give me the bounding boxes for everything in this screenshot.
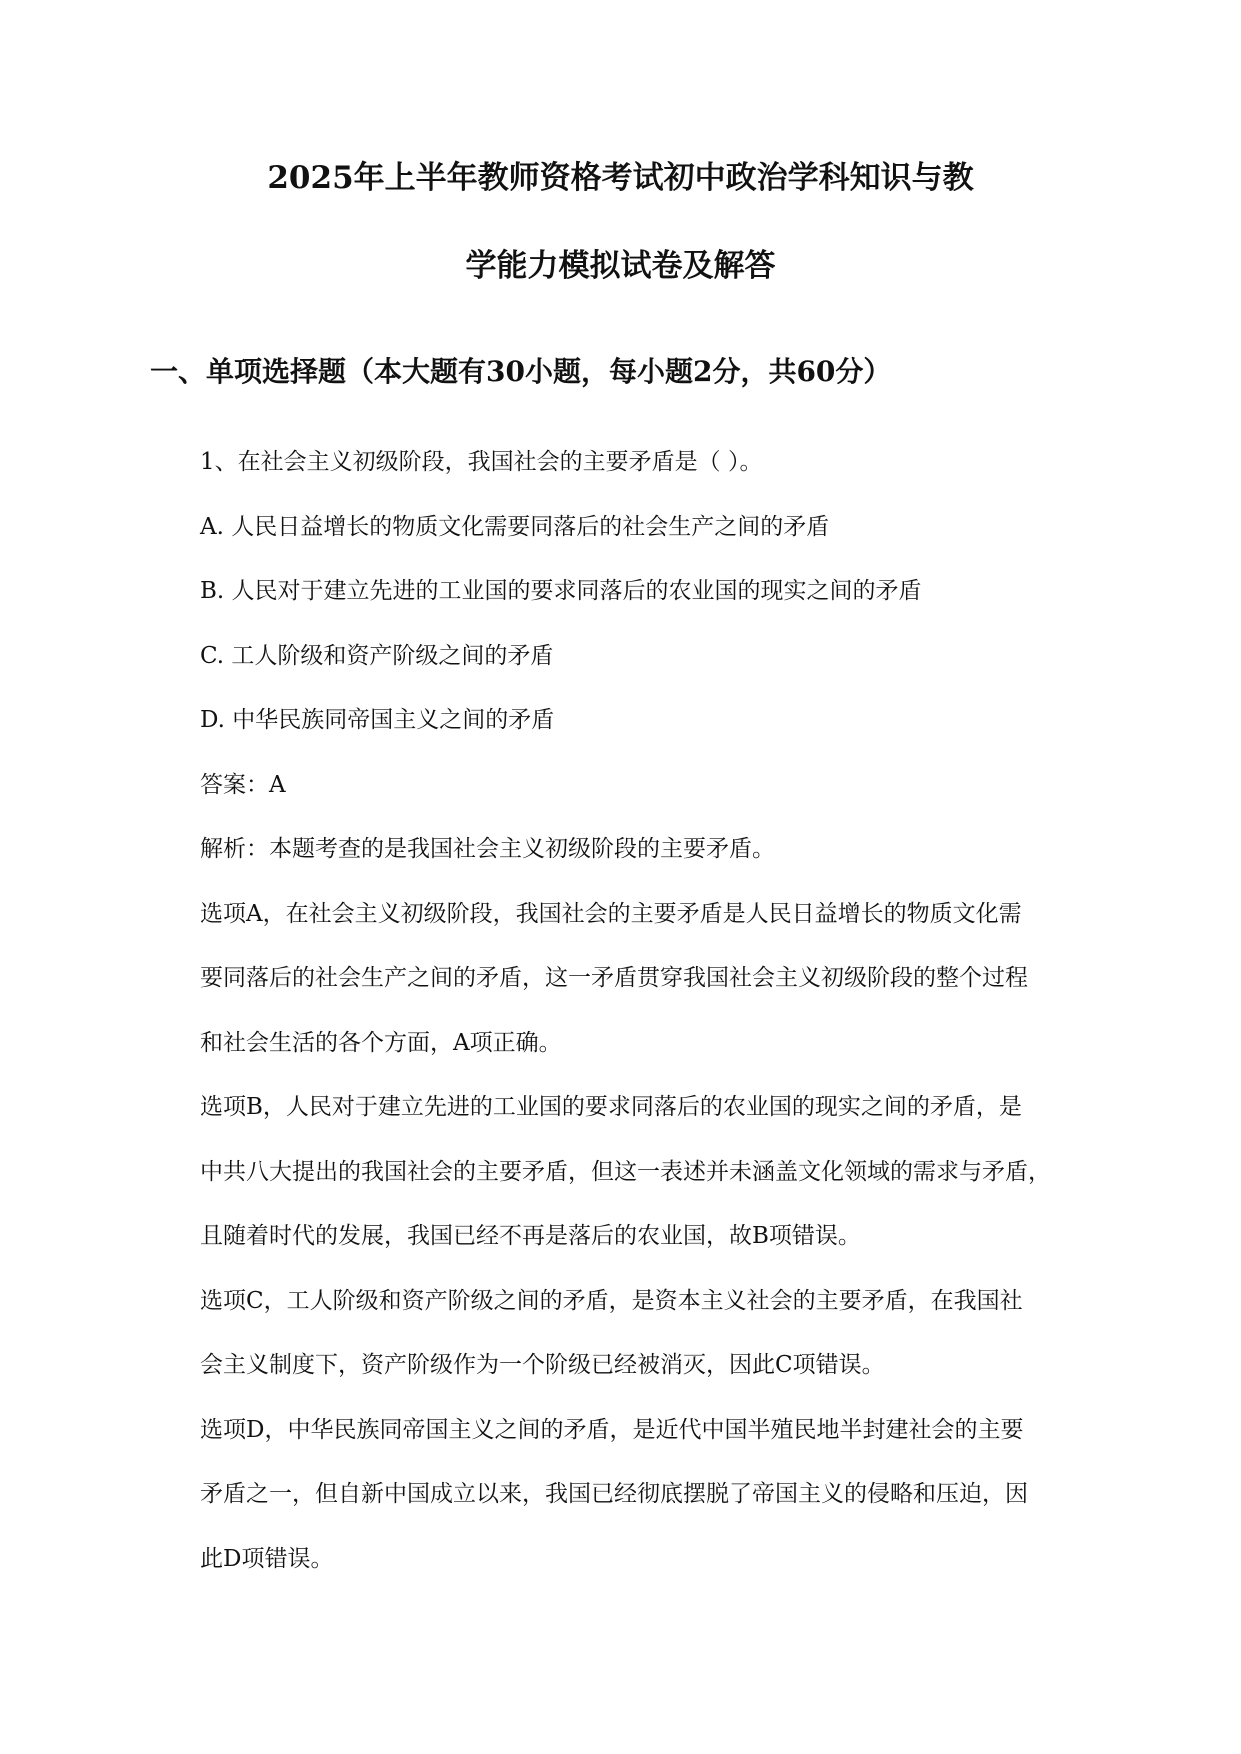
question-stem: 1、在社会主义初级阶段，我国社会的主要矛盾是（ ）。 <box>200 449 763 475</box>
document-title-line-1: 2025年上半年教师资格考试初中政治学科知识与教 <box>267 160 974 196</box>
option-a: A. 人民日益增长的物质文化需要同落后的社会生产之间的矛盾 <box>200 513 830 540</box>
analysis-line: 且随着时代的发展，我国已经不再是落后的农业国，故B项错误。 <box>200 1223 861 1249</box>
question-block <box>200 430 1100 1591</box>
analysis-line: 此D项错误。 <box>200 1545 334 1572</box>
analysis-line: 要同落后的社会生产之间的矛盾，这一矛盾贯穿我国社会主义初级阶段的整个过程 <box>200 965 1028 991</box>
document-title-line-2: 学能力模拟试卷及解答 <box>465 248 776 284</box>
analysis-line: 选项B，人民对于建立先进的工业国的要求同落后的农业国的现实之间的矛盾，是 <box>200 1094 1022 1120</box>
option-c: C. 工人阶级和资产阶级之间的矛盾 <box>200 642 554 669</box>
analysis-line: 和社会生活的各个方面，A项正确。 <box>200 1029 562 1056</box>
analysis-line: 中共八大提出的我国社会的主要矛盾，但这一表述并未涵盖文化领域的需求与矛盾， <box>200 1158 1051 1185</box>
option-d: D. 中华民族同帝国主义之间的矛盾 <box>200 707 555 733</box>
section-heading: 一、单项选择题（本大题有30小题，每小题2分，共60分） <box>150 355 892 388</box>
analysis-line: 解析：本题考查的是我国社会主义初级阶段的主要矛盾。 <box>200 836 775 862</box>
analysis-line: 会主义制度下，资产阶级作为一个阶级已经被消灭，因此C项错误。 <box>200 1352 885 1378</box>
analysis-line: 选项C，工人阶级和资产阶级之间的矛盾，是资本主义社会的主要矛盾，在我国社 <box>200 1287 1023 1314</box>
answer-line: 答案：A <box>200 771 286 798</box>
analysis-line: 选项D，中华民族同帝国主义之间的矛盾，是近代中国半殖民地半封建社会的主要 <box>200 1416 1024 1443</box>
option-b: B. 人民对于建立先进的工业国的要求同落后的农业国的现实之间的矛盾 <box>200 578 922 604</box>
analysis-line: 选项A，在社会主义初级阶段，我国社会的主要矛盾是人民日益增长的物质文化需 <box>200 900 1022 927</box>
analysis-line: 矛盾之一，但自新中国成立以来，我国已经彻底摆脱了帝国主义的侵略和压迫，因 <box>200 1481 1028 1507</box>
